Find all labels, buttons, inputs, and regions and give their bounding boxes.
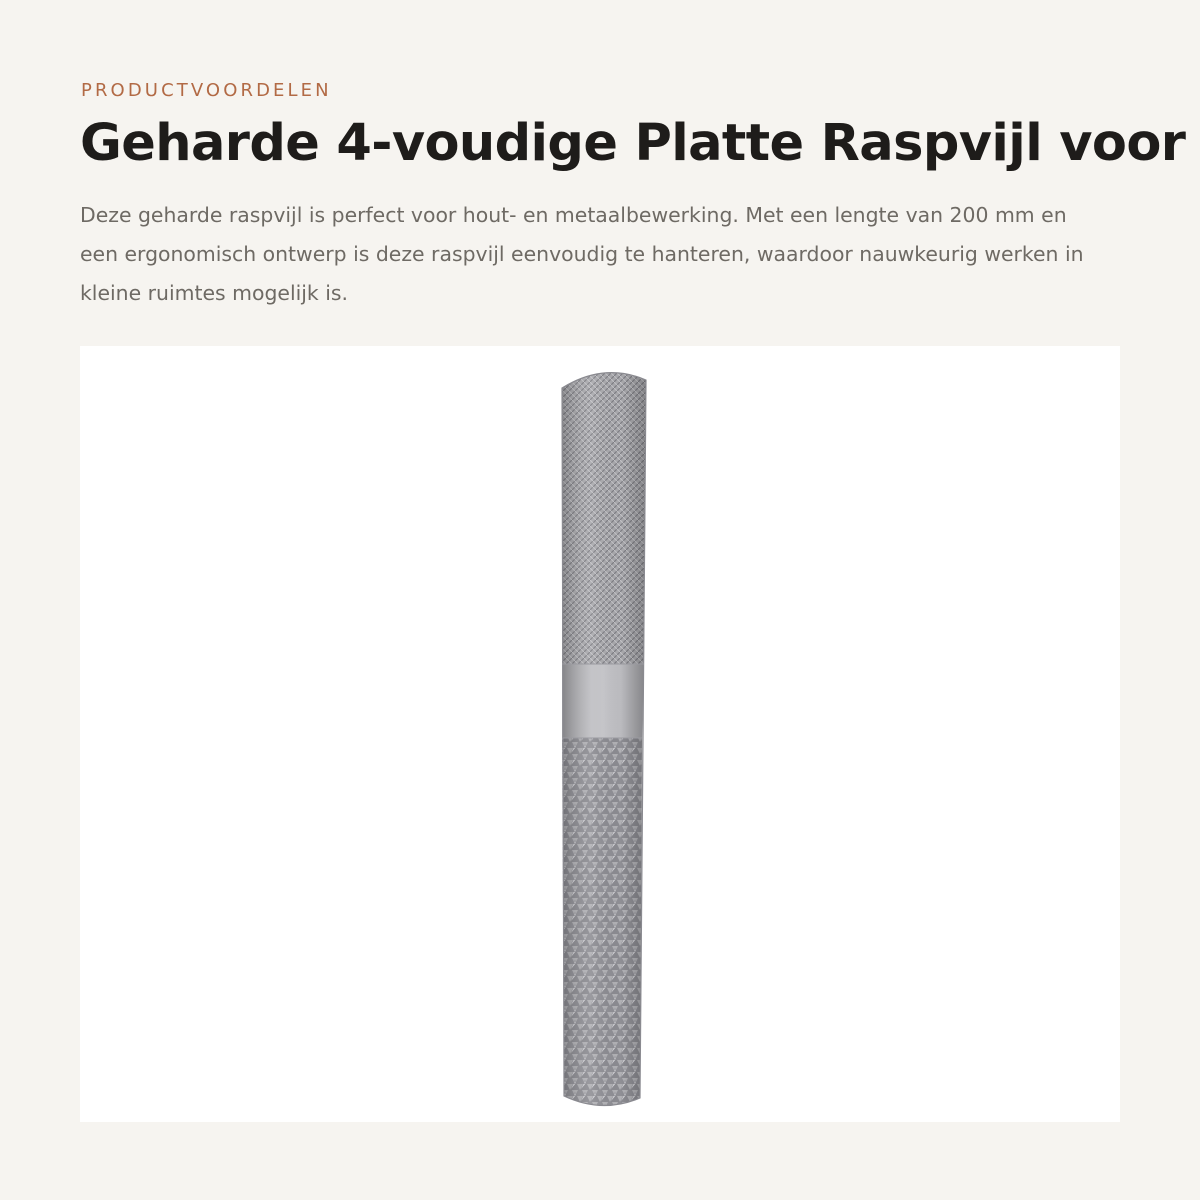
rasp-file-illustration [80, 346, 1120, 1122]
section-eyebrow: PRODUCTVOORDELEN [81, 80, 332, 101]
product-image [80, 346, 1120, 1122]
product-description: Deze geharde raspvijl is perfect voor hout- en metaalbewerking. Met een lengte van 200 mm en een ergonomisch ontwerp is deze raspvijl eenvoudig te hanteren, waardoor nauwkeurig werken in kleine ruimtes mogelijk is. [80, 203, 1084, 305]
page-title: Geharde 4-voudige Platte Raspvijl voor [80, 114, 1186, 173]
